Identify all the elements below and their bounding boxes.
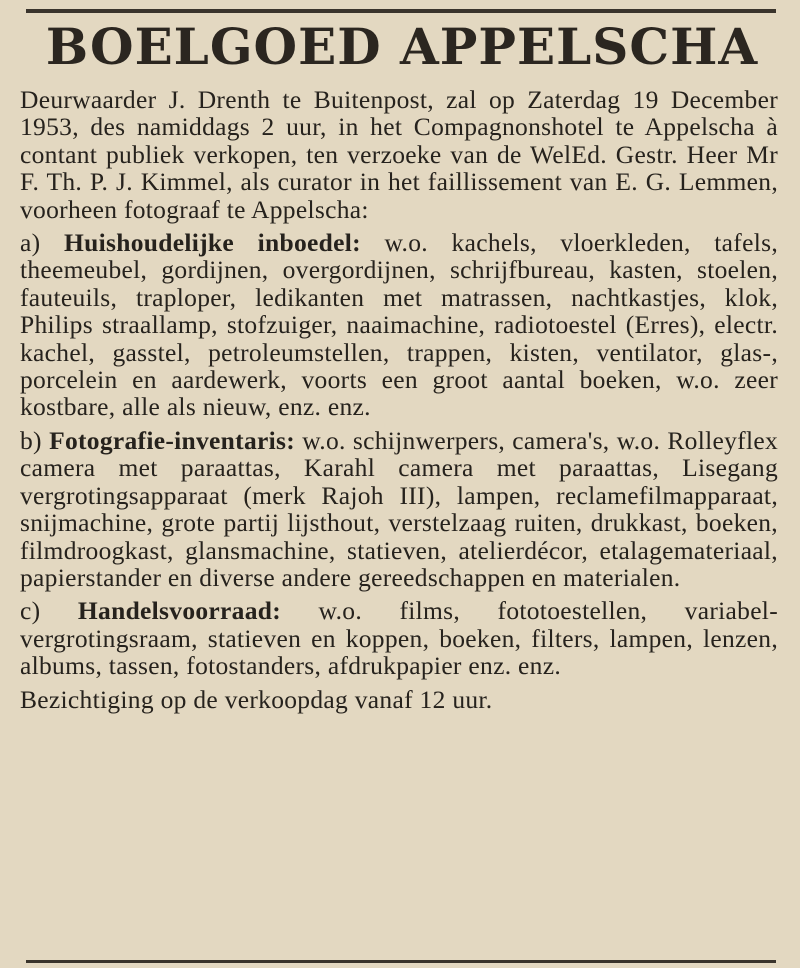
section-c-text: w.o. films, fototoestellen, variabel-vergrotingsraam, statieven en koppen, boeken, filters, lampen, lenzen, albums, tassen, fotostanders, afdrukpapier enz. enz. [20, 596, 778, 681]
announcement-body [20, 86, 778, 713]
section-a-marker: a) [20, 228, 41, 258]
section-a [20, 229, 778, 421]
bottom-rule [26, 960, 776, 963]
top-rule [26, 9, 776, 13]
section-b [20, 427, 778, 591]
section-b-text: w.o. schijnwerpers, camera's, w.o. Rolleyflex camera met paraattas, Karahl camera met paraattas, Lisegang vergrotingsapparaat (merk Rajoh III), lampen, reclamefilmapparaat, snijmachine, grote partij lijsthout, verstelzaag ruiten, drukkast, boeken, filmdroogkast, glansmachine, statieven, atelierdécor, etalagemateriaal, papierstander en diverse andere gereedschappen en materialen. [20, 425, 778, 592]
section-c-label: Handelsvoorraad: [77, 596, 282, 626]
section-b-label: Fotografie-inventaris: [49, 425, 296, 455]
intro-paragraph: Deurwaarder J. Drenth te Buitenpost, zal op Zaterdag 19 December 1953, des namiddags 2 uur, in het Compagnonshotel te Appelscha à contant publiek verkopen, ten verzoeke van de WelEd. Gestr. Heer Mr F. Th. P. J. Kimmel, als curator in het faillissement van E. G. Lemmen, voorheen fotograaf te Appelscha: [20, 85, 778, 224]
closing-line: Bezichtiging op de verkoopdag vanaf 12 uur. [20, 684, 493, 714]
section-a-text: w.o. kachels, vloerkleden, tafels, theemeubel, gordijnen, overgordijnen, schrijfbureau, kasten, stoelen, fauteuils, traploper, ledikanten met matrassen, nachtkastjes, klok, Philips straallamp, stofzuiger, naaimachine, radiotoestel (Erres), electr. kachel, gasstel, petroleumstellen, trappen, kisten, ventilator, glas-, porcelein en aardewerk, voorts een groot aantal boeken, w.o. zeer kostbare, alle als nieuw, enz. enz. [20, 228, 778, 422]
section-c-marker: c) [20, 596, 41, 626]
section-c [20, 597, 778, 679]
page-title: BOELGOED APPELSCHA [45, 17, 759, 76]
section-b-marker: b) [20, 425, 42, 455]
section-a-label: Huishoudelijke inboedel: [64, 228, 361, 258]
